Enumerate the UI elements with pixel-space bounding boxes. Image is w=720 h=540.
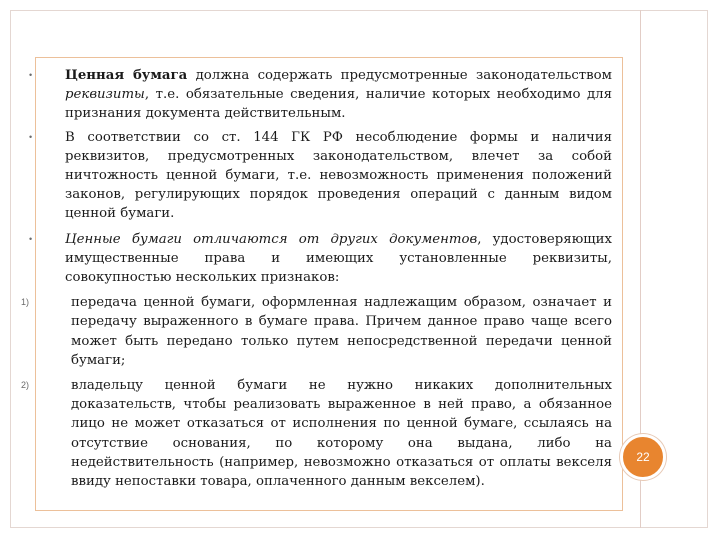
number-marker: 2) (21, 380, 30, 391)
paragraph: В соответствии со ст. 144 ГК РФ несоблюдение формы и наличия реквизитов, предусмотренных законодательством, влечет за собой ничтожность ценной бумаги, т.е. невозможность применения положений законов, регулирующих порядок проведения операций с данным видом ценной бумаги. (65, 129, 612, 222)
bullet-marker: • (29, 233, 33, 244)
slide-text (21, 66, 612, 491)
page-number-badge: 22 (620, 434, 666, 480)
bullet-marker: • (29, 70, 33, 80)
numbered-item-1 (21, 293, 612, 370)
paragraph (65, 66, 612, 124)
bullet-item-2 (29, 128, 612, 224)
number-marker: 1) (21, 297, 30, 308)
paragraph: владельцу ценной бумаги не нужно никаких дополнительных доказательств, чтобы реализовать выраженное в ней право, а обязанное лицо не может отказаться от исполнения по ценной бумаге, ссылаясь на отсутствие основания, по которому она выдана, либо на недействительность (например, невозможно отказаться от оплаты векселя ввиду непоставки товара, оплаченного данным векселем). (71, 378, 612, 490)
lead-italic: Ценные бумаги отличаются от других документов (65, 231, 478, 247)
bullet-item-1 (29, 66, 612, 124)
text-segment: должна содержать предусмотренные законодательством (187, 68, 612, 83)
bullet-item-3 (29, 230, 612, 288)
text-segment: , удостоверяющих имущественные права и имеющих установленные реквизиты, совокупностью нескольких признаков: (65, 231, 612, 286)
text-segment: , т.е. обязательные сведения, наличие которых необходимо для признания документа действительным. (65, 87, 612, 122)
paragraph: передача ценной бумаги, оформленная надлежащим образом, означает и передачу выраженного в бумаге права. Причем данное право чаще всего может быть передано только путем непосредственной передачи ценной бумаги; (71, 295, 612, 368)
numbered-item-2 (21, 376, 612, 491)
term-security: Ценная бумага (65, 68, 188, 83)
bullet-marker: • (29, 131, 33, 142)
term-requisites: реквизиты (65, 87, 145, 103)
paragraph (65, 230, 612, 288)
